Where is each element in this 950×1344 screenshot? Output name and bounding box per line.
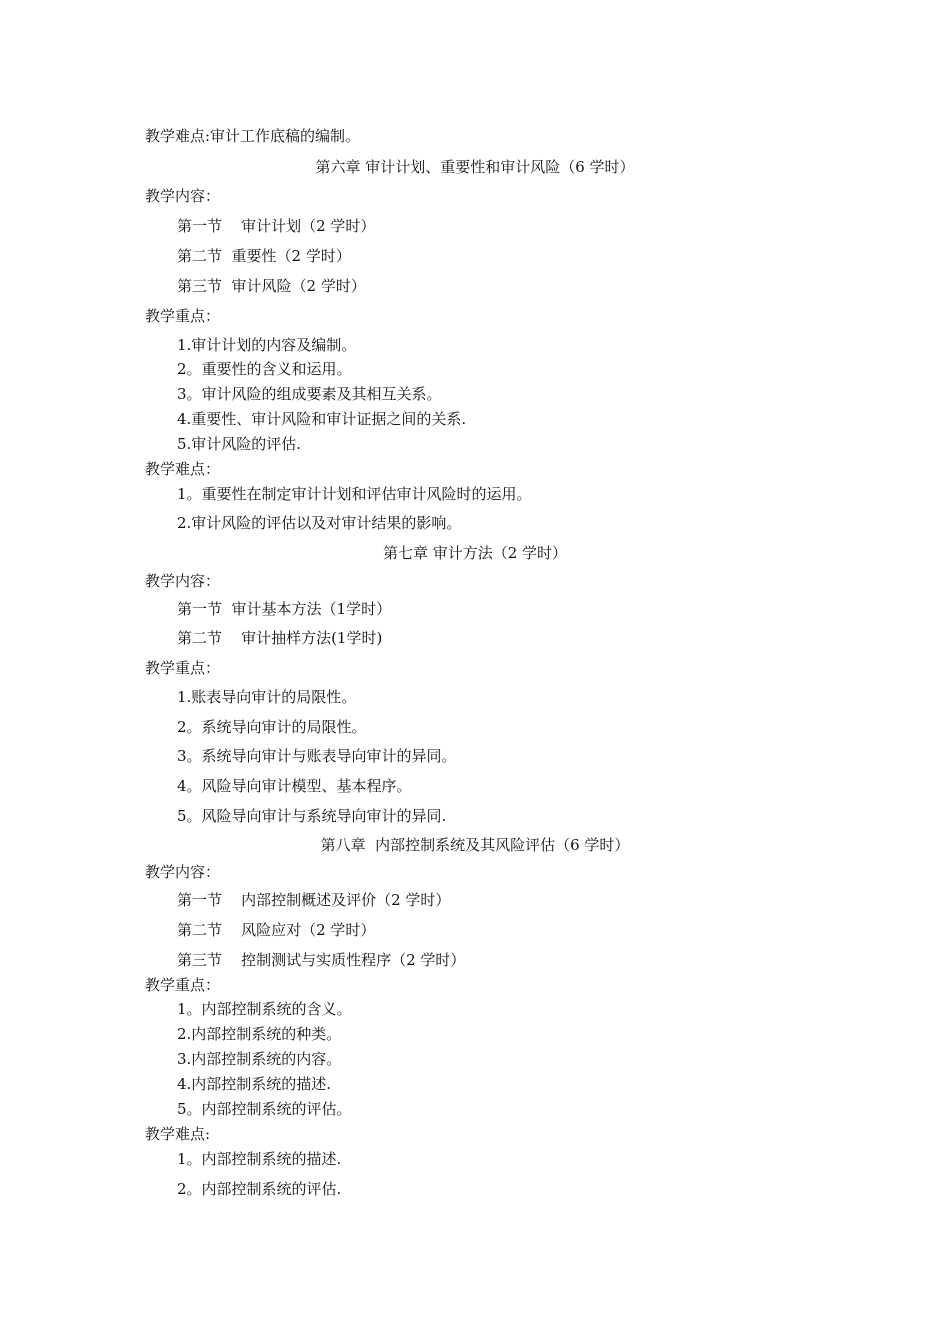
list-item: 2。内部控制系统的评估. [177,1180,342,1198]
list-item: 5.审计风险的评估. [177,435,302,453]
list-item: 1。内部控制系统的描述. [177,1150,342,1168]
content-label: 教学内容： [145,187,221,205]
list-item: 2.内部控制系统的种类。 [177,1025,342,1043]
content-label: 教学内容： [145,572,221,590]
list-item: 2。重要性的含义和运用。 [177,360,352,378]
list-item: 1。重要性在制定审计计划和评估审计风险时的运用。 [177,485,532,503]
content-label: 教学内容： [145,863,221,881]
list-item: 2.审计风险的评估以及对审计结果的影响。 [177,514,462,532]
chapter-7-heading: 第七章 审计方法（2 学时） [382,544,568,562]
section-item: 第一节 审计基本方法（1学时） [177,600,392,618]
section-item: 第三节 控制测试与实质性程序（2 学时） [177,951,466,969]
section-item: 第二节 审计抽样方法(1学时) [177,629,383,647]
list-item: 3。系统导向审计与账表导向审计的异同。 [177,747,457,765]
list-item: 4.内部控制系统的描述. [177,1075,332,1093]
list-item: 5。内部控制系统的评估。 [177,1100,352,1118]
difficulty-label: 教学难点: [145,1125,211,1143]
list-item: 3.内部控制系统的内容。 [177,1050,342,1068]
section-item: 第二节 重要性（2 学时） [177,247,351,265]
key-points-label: 教学重点： [145,659,221,677]
key-points-label: 教学重点： [145,307,221,325]
list-item: 4。风险导向审计模型、基本程序。 [177,777,412,795]
section-item: 第二节 风险应对（2 学时） [177,921,376,939]
difficulty-text: 教学难点:审计工作底稿的编制。 [145,127,361,145]
section-item: 第一节 审计计划（2 学时） [177,217,376,235]
list-item: 3。审计风险的组成要素及其相互关系。 [177,385,442,403]
difficulty-label: 教学难点： [145,460,221,478]
list-item: 1。内部控制系统的含义。 [177,1000,352,1018]
list-item: 2。系统导向审计的局限性。 [177,718,367,736]
key-points-label: 教学重点： [145,976,221,994]
list-item: 1.审计计划的内容及编制。 [177,336,357,354]
section-item: 第三节 审计风险（2 学时） [177,277,366,295]
chapter-8-heading: 第八章 内部控制系统及其风险评估（6 学时） [320,836,630,854]
list-item: 5。风险导向审计与系统导向审计的异同. [177,807,447,825]
chapter-6-heading: 第六章 审计计划、重要性和审计风险（6 学时） [315,158,635,176]
section-item: 第一节 内部控制概述及评价（2 学时） [177,891,451,909]
list-item: 1.账表导向审计的局限性。 [177,688,357,706]
list-item: 4.重要性、审计风险和审计证据之间的关系. [177,410,467,428]
